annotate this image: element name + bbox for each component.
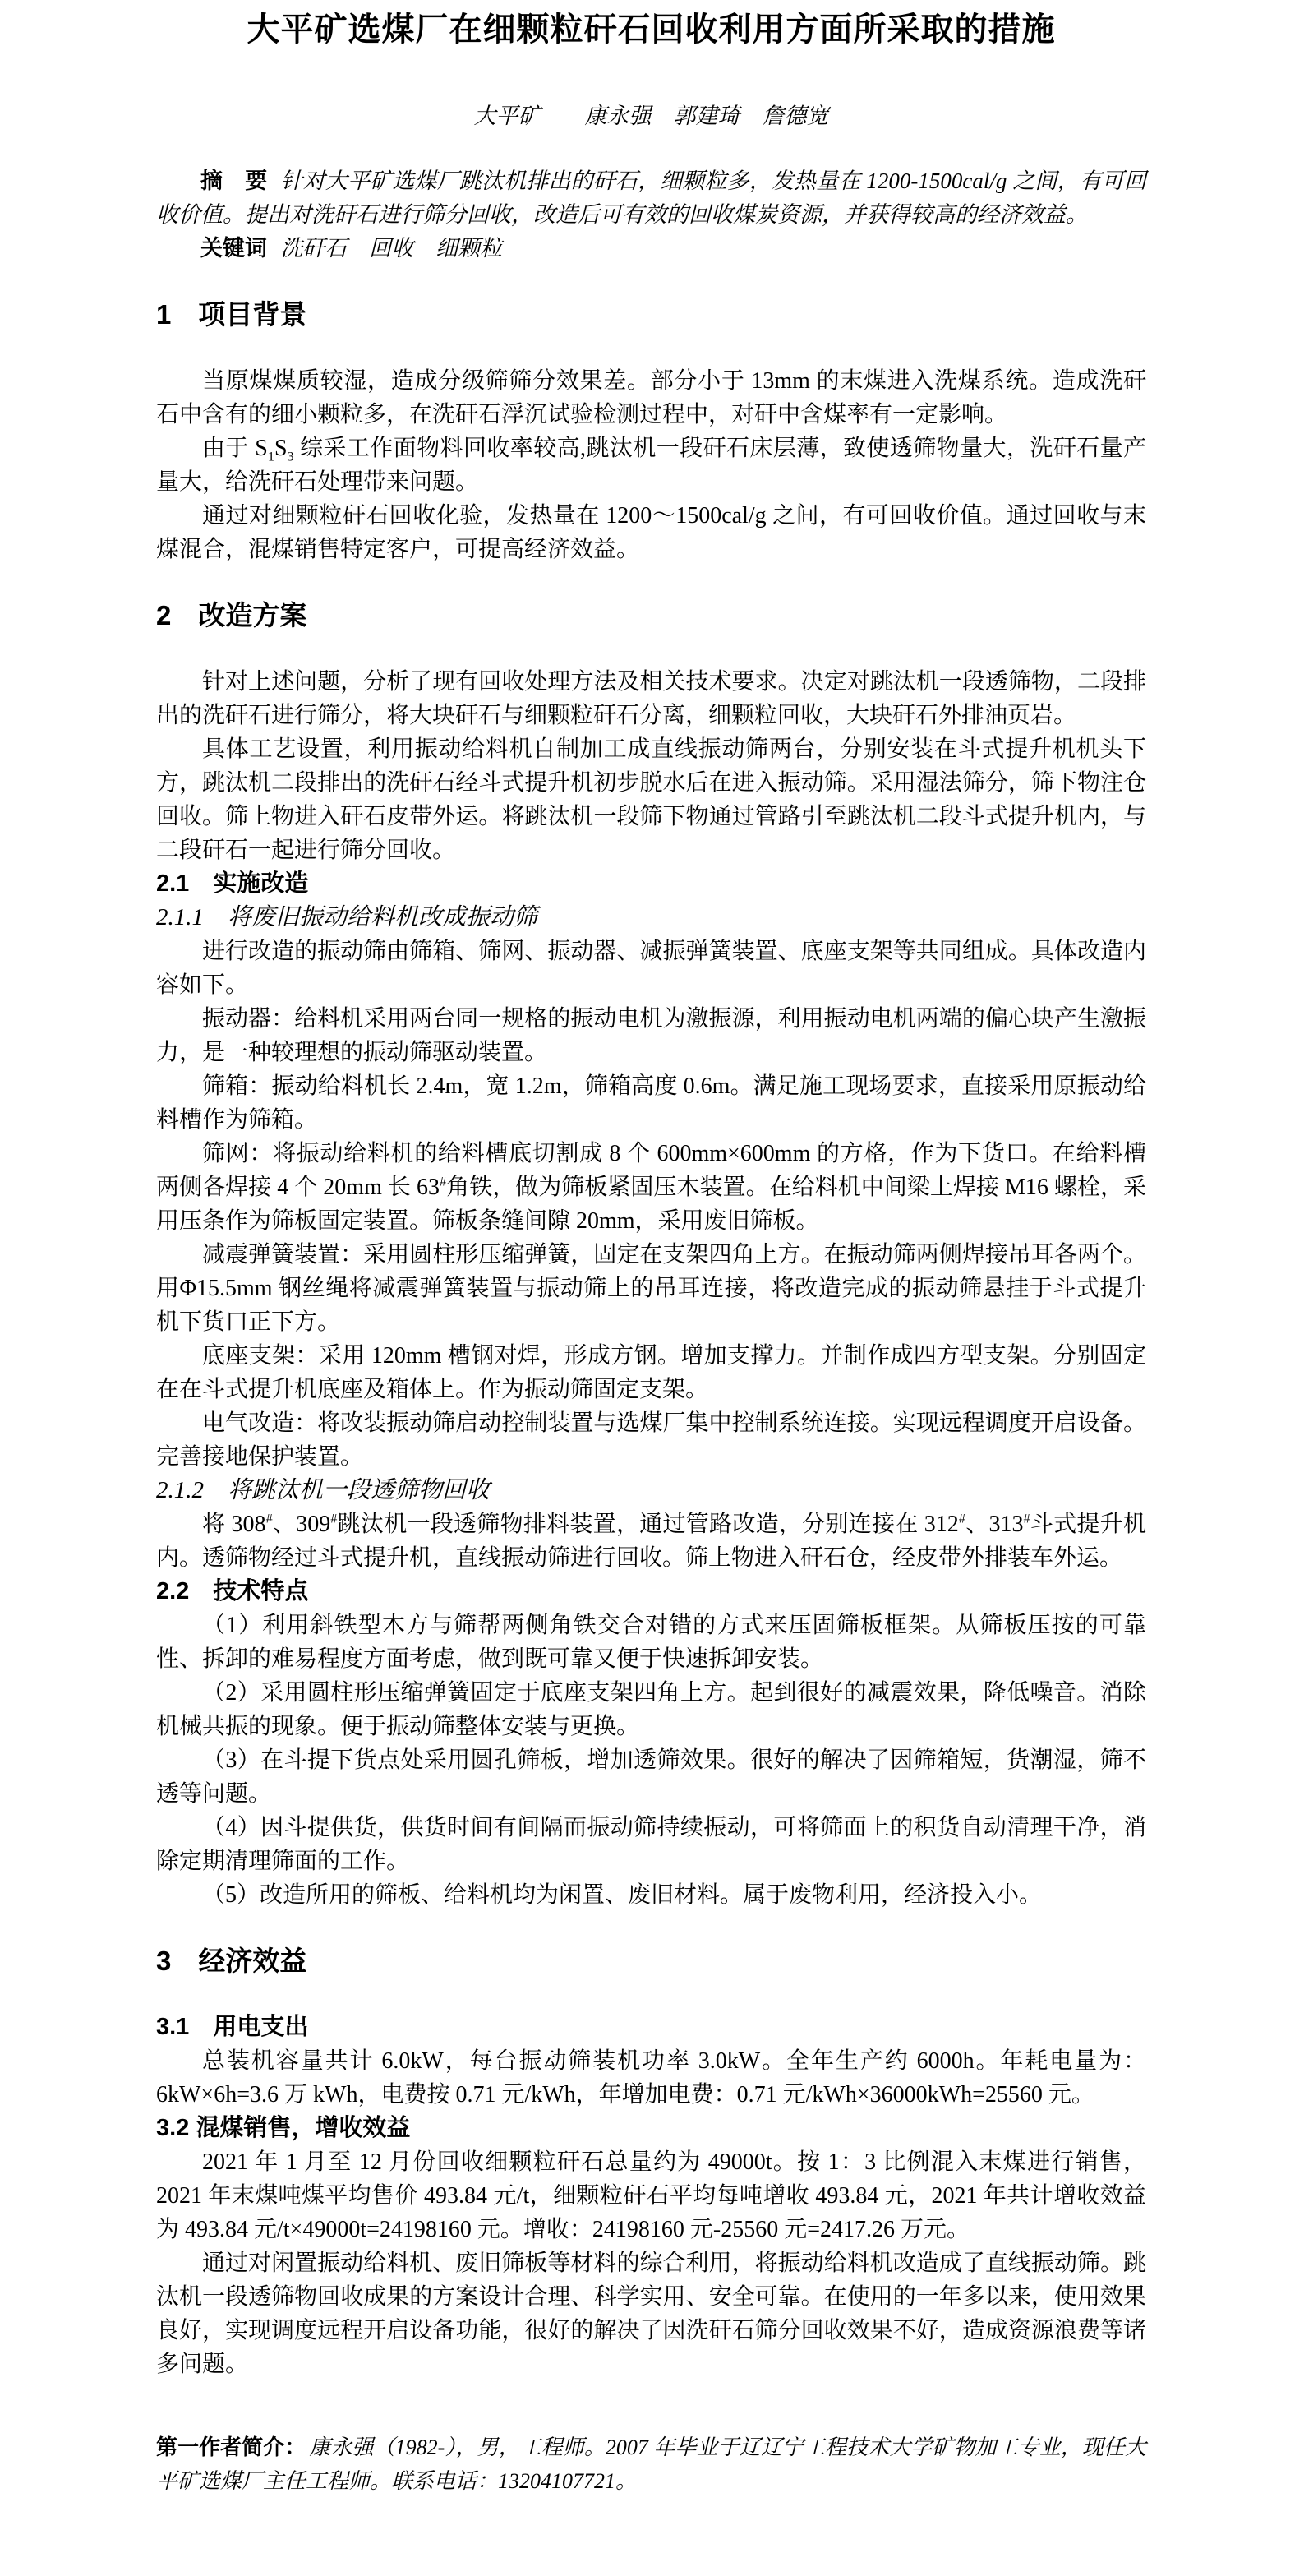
paragraph: 电气改造：将改装振动筛启动控制装置与选煤厂集中控制系统连接。实现远程调度开启设备。完善接地保护装置。 <box>156 1410 1146 1470</box>
author-bio-label: 第一作者简介： <box>156 2435 306 2459</box>
keywords-label: 关键词 <box>200 236 267 261</box>
paragraph: 减震弹簧装置：采用圆柱形压缩弹簧，固定在支架四角上方。在振动筛两侧焊接吊耳各两个。用Φ15.5mm 钢丝绳将减震弹簧装置与振动筛上的吊耳连接，将改造完成的振动筛悬挂于斗式提升机下货口正下方。 <box>156 1242 1146 1335</box>
paragraph: （5）改造所用的筛板、给料机均为闲置、废旧材料。属于废物利用，经济投入小。 <box>202 1882 1043 1908</box>
paragraph: 2021 年 1 月至 12 月份回收细颗粒矸石总量约为 49000t。按 1：3 比例混入末煤进行销售，2021 年末煤吨煤平均售价 493.84 元/t，细颗粒矸石平均每吨增收 493.84 元，2021 年共计增收效益为 493.84 元/t×49000t=24198160 元。增收：24198160 元-25560 元=2417.26 万元。 <box>156 2149 1146 2242</box>
heading-2-1-2: 2.1.2 将跳汰机一段透筛物回收 <box>156 1477 491 1503</box>
heading-3-2: 3.2 混煤销售，增收效益 <box>156 2115 411 2141</box>
superscript: # <box>439 1174 447 1189</box>
heading-1: 1 项目背景 <box>156 299 307 330</box>
abstract-text: 针对大平矿选煤厂跳汰机排出的矸石，细颗粒多，发热量在 1200-1500cal/g 之间，有可回收价值。提出对洗矸石进行筛分回收，改造后可有效的回收煤炭资源，并获得较高的经济效益。 <box>156 169 1147 227</box>
paragraph: （1）利用斜铁型木方与筛帮两侧角铁交合对错的方式来压固筛板框架。从筛板压按的可靠性、拆卸的难易程度方面考虑，做到既可靠又便于快速拆卸安装。 <box>156 1613 1146 1672</box>
abstract <box>156 164 1146 232</box>
paragraph: 筛箱：振动给料机长 2.4m，宽 1.2m，筛箱高度 0.6m。满足施工现场要求，直接采用原振动给料槽作为筛箱。 <box>156 1073 1146 1133</box>
paragraph: 针对上述问题，分析了现有回收处理方法及相关技术要求。决定对跳汰机一段透筛物，二段排出的洗矸石进行筛分，将大块矸石与细颗粒矸石分离，细颗粒回收，大块矸石外排油页岩。 <box>156 669 1146 728</box>
paragraph: 当原煤煤质较湿，造成分级筛筛分效果差。部分小于 13mm 的末煤进入洗煤系统。造成洗矸石中含有的细小颗粒多，在洗矸石浮沉试验检测过程中，对矸中含煤率有一定影响。 <box>156 368 1146 427</box>
heading-2-2: 2.2 技术特点 <box>156 1578 309 1604</box>
abstract-label: 摘 要 <box>200 169 268 193</box>
heading-2-1-1: 2.1.1 将废旧振动给料机改成振动筛 <box>156 904 538 930</box>
paragraph: 底座支架：采用 120mm 槽钢对焊，形成方钢。增加支撑力。并制作成四方型支架。分别固定在在斗式提升机底座及箱体上。作为振动筛固定支架。 <box>156 1343 1146 1402</box>
author-bio <box>156 2431 1146 2498</box>
paragraph: 通过对细颗粒矸石回收化验，发热量在 1200～1500cal/g 之间，有可回收价值。通过回收与末煤混合，混煤销售特定客户，可提高经济效益。 <box>156 503 1146 562</box>
authors-line: 大平矿 康永强 郭建琦 詹德宽 <box>473 104 829 128</box>
keywords <box>156 232 1146 265</box>
superscript: # <box>958 1511 965 1526</box>
paragraph: 将 308#、309#跳汰机一段透筛物排料装置，通过管路改造，分别连接在 312#、313#斗式提升机内。透筛物经过斗式提升机，直线振动筛进行回收。筛上物进入矸石仓，经皮带外排装车外运。 <box>156 1511 1146 1571</box>
paragraph: （4）因斗提供货，供货时间有间隔而振动筛持续振动，可将筛面上的积货自动清理干净，消除定期清理筛面的工作。 <box>156 1815 1146 1874</box>
paragraph: 进行改造的振动筛由筛箱、筛网、振动器、减振弹簧装置、底座支架等共同组成。具体改造内容如下。 <box>156 939 1146 998</box>
superscript: # <box>330 1511 338 1526</box>
keywords-text: 洗矸石 回收 细颗粒 <box>280 236 503 261</box>
subscript: 3 <box>287 449 294 464</box>
heading-3-1: 3.1 用电支出 <box>156 2014 309 2040</box>
paragraph: 总装机容量共计 6.0kW，每台振动筛装机功率 3.0kW。全年生产约 6000h。年耗电量为：6kW×6h=3.6 万 kWh，电费按 0.71 元/kWh，年增加电费：0.71 元/kWh×36000kWh=25560 元。 <box>156 2048 1146 2107</box>
subscript: 1 <box>267 449 274 464</box>
heading-2: 2 改造方案 <box>156 600 307 630</box>
paragraph: 振动器：给料机采用两台同一规格的振动电机为激振源，利用振动电机两端的偏心块产生激振力，是一种较理想的振动筛驱动装置。 <box>156 1006 1146 1065</box>
paragraph: 由于 $S_1S_3$ 综采工作面物料回收率较高,跳汰机一段矸石床层薄，致使透筛物量大，洗矸石量产量大，给洗矸石处理带来问题。 <box>156 436 1146 495</box>
superscript: # <box>265 1511 273 1526</box>
document-body <box>156 297 1146 2381</box>
author-bio-text: 康永强（1982-），男，工程师。2007 年毕业于辽辽宁工程技术大学矿物加工专业，现任大平矿选煤厂主任工程师。联系电话：13204107721。 <box>156 2435 1146 2493</box>
paragraph: 筛网：将振动给料机的给料槽底切割成 8 个 600mm×600mm 的方格，作为下货口。在给料槽两侧各焊接 4 个 20mm 长 63#角铁，做为筛板紧固压木装置。在给料机中间梁上焊接 M16 螺栓，采用压条作为筛板固定装置。筛板条缝间隙 20mm，采用废旧筛板。 <box>156 1141 1146 1234</box>
superscript: # <box>1023 1511 1030 1526</box>
document-title: 大平矿选煤厂在细颗粒矸石回收利用方面所采取的措施 <box>247 12 1056 48</box>
heading-3: 3 经济效益 <box>156 1946 307 1976</box>
paragraph: 具体工艺设置，利用振动给料机自制加工成直线振动筛两台，分别安装在斗式提升机机头下方，跳汰机二段排出的洗矸石经斗式提升机初步脱水后在进入振动筛。采用湿法筛分，筛下物注仓回收。筛上物进入矸石皮带外运。将跳汰机一段筛下物通过管路引至跳汰机二段斗式提升机内，与二段矸石一起进行筛分回收。 <box>156 736 1146 863</box>
paragraph: 通过对闲置振动给料机、废旧筛板等材料的综合利用，将振动给料机改造成了直线振动筛。跳汰机一段透筛物回收成果的方案设计合理、科学实用、安全可靠。在使用的一年多以来，使用效果良好，实现调度远程开启设备功能，很好的解决了因洗矸石筛分回收效果不好，造成资源浪费等诸多问题。 <box>156 2251 1146 2377</box>
heading-2-1: 2.1 实施改造 <box>156 870 309 897</box>
paragraph: （2）采用圆柱形压缩弹簧固定于底座支架四角上方。起到很好的减震效果，降低噪音。消除机械共振的现象。便于振动筛整体安装与更换。 <box>156 1680 1146 1739</box>
paragraph: （3）在斗提下货点处采用圆孔筛板，增加透筛效果。很好的解决了因筛箱短，货潮湿，筛不透等问题。 <box>156 1747 1146 1807</box>
